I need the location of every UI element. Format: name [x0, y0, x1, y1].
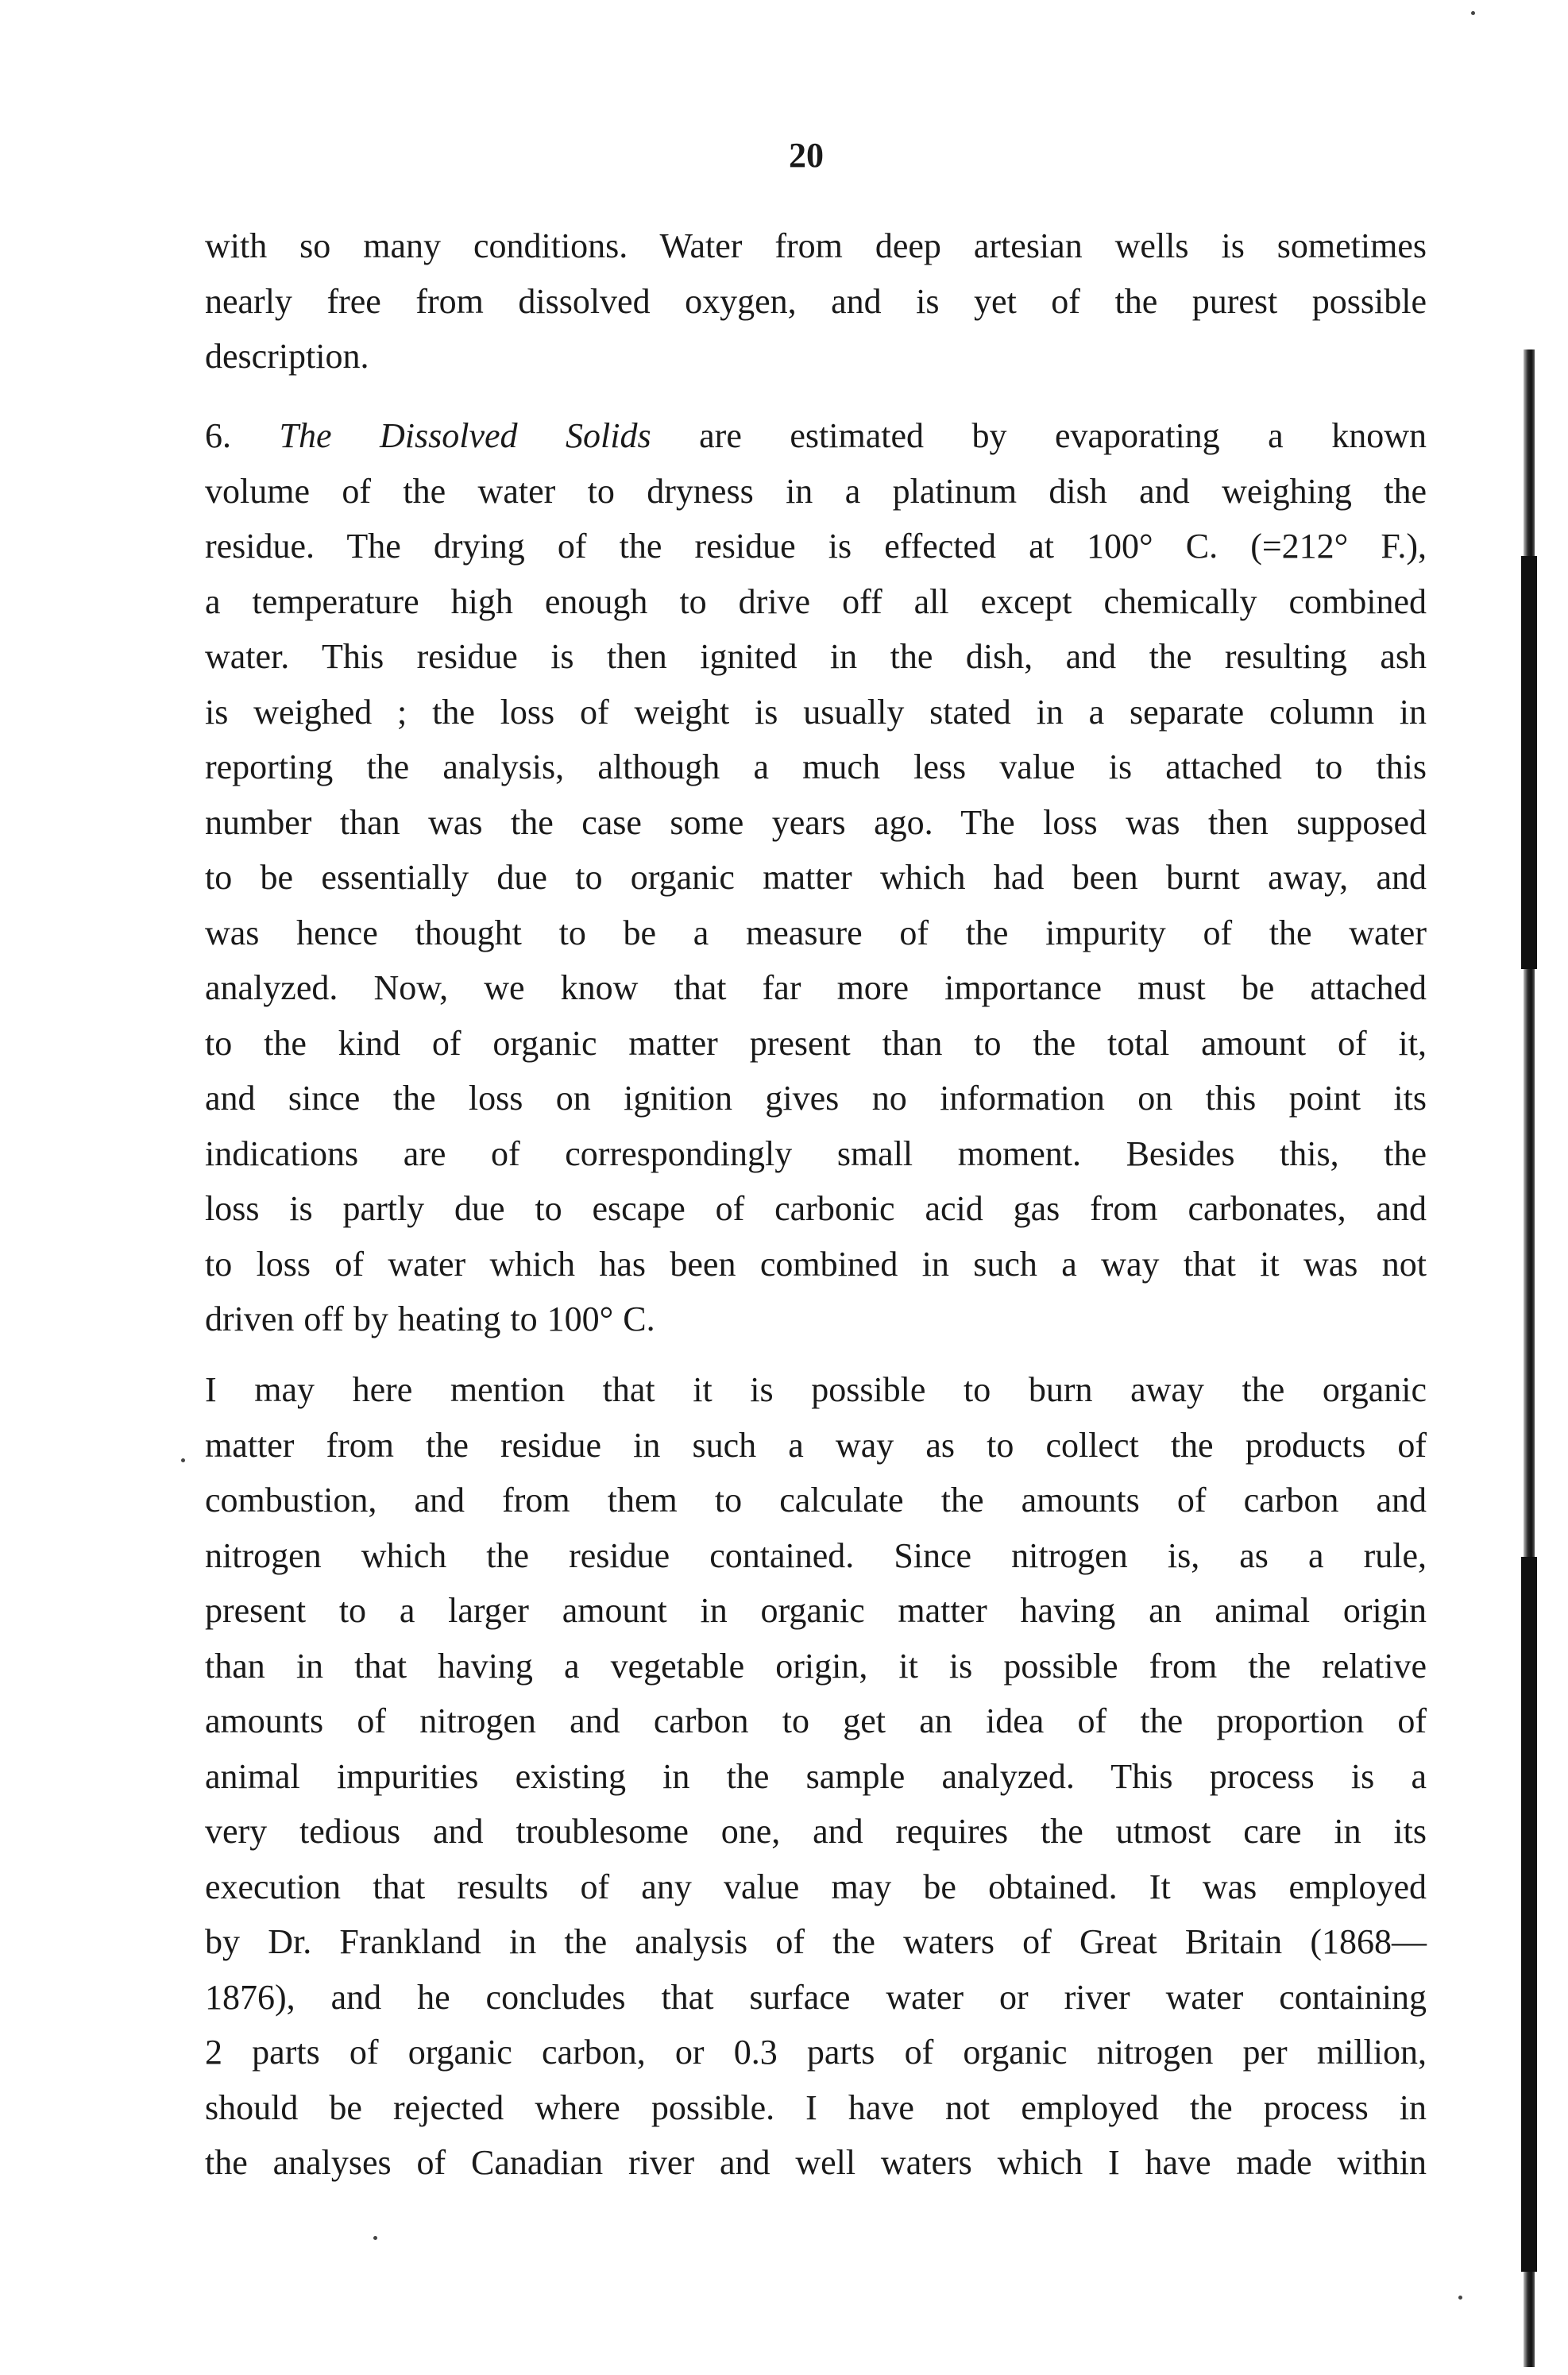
text-line: 2 parts of organic carbon, or 0.3 parts of organic nitrogen per million,	[205, 2033, 1427, 2072]
text-line: residue. The drying of the residue is effected at 100° C. (=212° F.),	[205, 527, 1427, 566]
text-line: description.	[205, 337, 369, 376]
paragraph-organic-combustion	[205, 1362, 1427, 2191]
text-line: nearly free from dissolved oxygen, and is yet of the purest possible	[205, 281, 1427, 321]
scan-edge-shadow	[1521, 1557, 1537, 2272]
text-line: 1876), and he concludes that surface water or river water containing	[205, 1977, 1427, 2017]
text-line: is weighed ; the loss of weight is usually stated in a separate column in	[205, 692, 1427, 732]
text-line: execution that results of any value may be obtained. It was employed	[205, 1867, 1427, 1906]
text-line: than in that having a vegetable origin, it is possible from the relative	[205, 1646, 1427, 1686]
text-line: animal impurities existing in the sample analyzed. This process is a	[205, 1756, 1427, 1796]
text-line: present to a larger amount in organic matter having an animal origin	[205, 1591, 1427, 1630]
text-line: nitrogen which the residue contained. Since nitrogen is, as a rule,	[205, 1535, 1427, 1575]
text-line: loss is partly due to escape of carbonic acid gas from carbonates, and	[205, 1189, 1427, 1228]
text-line: and since the loss on ignition gives no information on this point its	[205, 1079, 1427, 1118]
section-heading: The Dissolved Solids	[279, 416, 651, 455]
scan-edge-shadow	[1521, 556, 1537, 969]
text-line: with so many conditions. Water from deep artesian wells is sometimes	[205, 226, 1427, 265]
text-line: should be rejected where possible. I have not employed the process in	[205, 2087, 1427, 2127]
text-line: amounts of nitrogen and carbon to get an idea of the proportion of	[205, 1701, 1427, 1740]
text-line: was hence thought to be a measure of the impurity of the water	[205, 913, 1427, 952]
text-line: water. This residue is then ignited in the dish, and the resulting ash	[205, 637, 1427, 676]
scan-speck	[181, 1458, 185, 1462]
text-line: driven off by heating to 100° C.	[205, 1299, 655, 1338]
text-line: to be essentially due to organic matter which had been burnt away, and	[205, 858, 1427, 897]
text-line: the analyses of Canadian river and well waters which I have made within	[205, 2143, 1427, 2182]
text-line: a temperature high enough to drive off all except chemically combined	[205, 581, 1427, 621]
paragraph-dissolved-solids	[205, 408, 1427, 1347]
text-line: combustion, and from them to calculate the amounts of carbon and	[205, 1481, 1427, 1520]
text-line: to the kind of organic matter present than to the total amount of it,	[205, 1023, 1427, 1063]
text-line: analyzed. Now, we know that far more importance must be attached	[205, 968, 1427, 1007]
text-line: very tedious and troublesome one, and requires the utmost care in its	[205, 1812, 1427, 1851]
text-line: indications are of correspondingly small moment. Besides this, the	[205, 1133, 1427, 1173]
scan-speck	[373, 2236, 377, 2240]
text-line-heading	[205, 408, 1427, 464]
text-line: reporting the analysis, although a much less value is attached to this	[205, 747, 1427, 786]
scan-speck	[1458, 2296, 1462, 2300]
page-number: 20	[789, 136, 824, 175]
paragraph-continuation	[205, 218, 1427, 384]
text-line: matter from the residue in such a way as to collect the products of	[205, 1425, 1427, 1465]
heading-line-rest: are estimated by evaporating a known	[651, 416, 1427, 455]
text-line: by Dr. Frankland in the analysis of the waters of Great Britain (1868—	[205, 1922, 1427, 1961]
text-line: to loss of water which has been combined in such a way that it was not	[205, 1244, 1427, 1284]
text-line: I may here mention that it is possible to burn away the organic	[205, 1370, 1427, 1409]
text-line: number than was the case some years ago. The loss was then supposed	[205, 802, 1427, 842]
text-line: volume of the water to dryness in a platinum dish and weighing the	[205, 471, 1427, 511]
section-number: 6.	[205, 416, 231, 455]
scan-speck	[1471, 11, 1475, 15]
